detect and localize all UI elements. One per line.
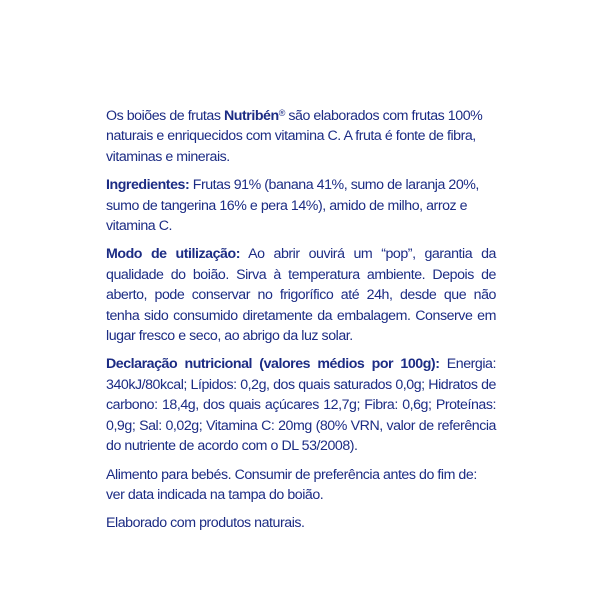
nutrition-label: Declaração nutricional (valores médios por 100g): xyxy=(106,356,440,373)
nutrition-paragraph xyxy=(106,354,496,456)
registered-mark: ® xyxy=(278,108,285,118)
nutrition-text: Energia: 340kJ/80kcal; Lípidos: 0,2g, dos quais saturados 0,0g; Hidratos de carbono: 18,4g, dos quais açúcares 12,7g; Fibra: 0,6g; Proteínas: 0,9g; Sal: 0,02g; Vitamina C: 20mg (80% VRN, valor de referência do nutriente de acordo com o DL 53/2008). xyxy=(106,356,496,455)
ingredients-text: Frutas 91% (banana 41%, sumo de laranja 20%, sumo de tangerina 16% e pera 14%), amido de milho, arroz e vitamina C. xyxy=(106,177,479,235)
usage-label: Modo de utilização: xyxy=(106,246,240,263)
ingredients-paragraph xyxy=(106,175,496,236)
intro-paragraph xyxy=(106,106,496,167)
footer-paragraph: Elaborado com produtos naturais. xyxy=(106,515,305,532)
usage-paragraph xyxy=(106,244,496,346)
notice-paragraph: Alimento para bebés. Consumir de preferência antes do fim de: ver data indicada na tampa do boião. xyxy=(106,466,477,503)
intro-text-end: são elaborados com frutas 100% naturais e enriquecidos com vitamina C. A fruta é fonte de fibra, vitaminas e minerais. xyxy=(106,108,483,165)
product-description-block xyxy=(106,106,496,542)
usage-text: Ao abrir ouvirá um “pop”, garantia da qualidade do boião. Sirva à temperatura ambiente. Depois de aberto, pode conservar no frigorífico até 24h, desde que não tenha sido consumido diretamente da embalagem. Conserve em lugar fresco e seco, ao abrigo da luz solar. xyxy=(106,246,496,345)
ingredients-label: Ingredientes: xyxy=(106,177,190,194)
brand-name: Nutribén xyxy=(223,108,279,124)
intro-text-start: Os boiões de frutas xyxy=(106,108,224,124)
